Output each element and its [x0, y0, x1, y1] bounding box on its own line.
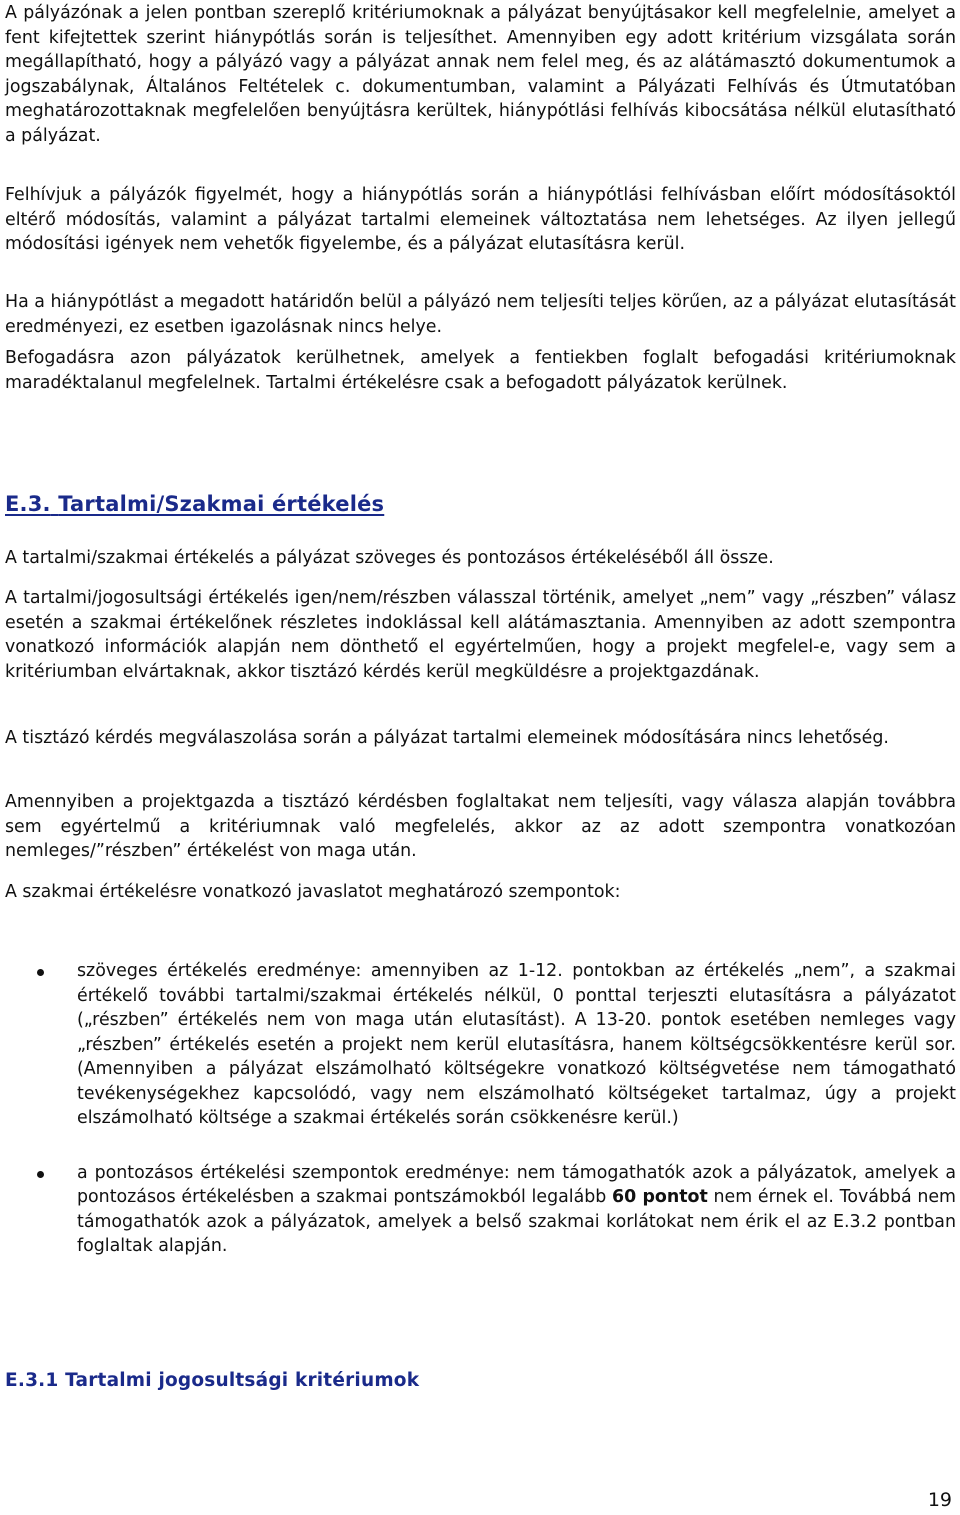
minimum-score: 60 pontot	[612, 1187, 708, 1207]
paragraph-eligibility-evaluation: A tartalmi/jogosultsági értékelés igen/nem/részben válasszal történik, amelyet „nem” vagy „részben” válasz esetén a szakmai értékelőnek részletes indoklással kell alátámasztania. Amennyiben az adott szempontra vonatkozó információk alapján nem dönthető el egyértelműen, hogy a projekt megfelel-e, vagy sem a kritériumban elvártaknak, akkor tisztázó kérdés kerül megküldésre a projektgazdának.	[5, 588, 956, 682]
paragraph-missing-documents-notice: Felhívjuk a pályázók figyelmét, hogy a hiánypótlás során a hiánypótlási felhívásban előírt módosításoktól eltérő módosítás, valamint a pályázat tartalmi elemeinek változtatása nem lehetséges. Az ilyen jellegű módosítási igények nem vehetők figyelembe, és a pályázat elutasításra kerül.	[5, 185, 956, 254]
subsection-heading: E.3.1 Tartalmi jogosultsági kritériumok	[5, 1370, 420, 1391]
bullet-text-score-evaluation	[77, 1161, 956, 1259]
paragraph-evaluation-overview: A tartalmi/szakmai értékelés a pályázat szöveges és pontozásos értékeléséből áll össze.	[5, 548, 774, 568]
list-item	[5, 959, 956, 1131]
bullet-text-text-evaluation: szöveges értékelés eredménye: amennyiben az 1-12. pontokban az értékelés „nem”, a szakmai értékelő további tartalmi/szakmai értékelés nélkül, 0 ponttal terjeszti elutasításra a pályázatot („részben” értékelés nem von maga után elutasítást). A 13-20. pontok esetében nemleges vagy „részben” értékelés esetén a projekt nem kerül elutasításra, hanem költségcsökkentésre kerül sor. (Amennyiben a pályázat elszámolható költségekre vonatkozó költségvetése nem támogatható tevékenységekhez kapcsolódó, vagy nem elszámolható költségeket tartalmaz, úgy a projekt elszámolható költsége a szakmai értékelés során csökkenésre kerül.)	[77, 961, 956, 1128]
bullet-icon	[37, 1171, 44, 1178]
page-number: 19	[927, 1489, 952, 1511]
section-heading	[5, 492, 384, 516]
paragraph-acceptance: Befogadásra azon pályázatok kerülhetnek, amelyek a fentiekben foglalt befogadási kritériumoknak maradéktalanul megfelelnek. Tartalmi értékelésre csak a befogadott pályázatok kerülnek.	[5, 348, 956, 393]
section-title: Tartalmi/Szakmai értékelés	[58, 492, 385, 516]
paragraph-intro: A pályázónak a jelen pontban szereplő kritériumoknak a pályázat benyújtásakor kell megfelelnie, amelyet a fent kifejtettek szerint hiánypótlás során is teljesíthet. Amennyiben egy adott kritérium vizsgálata során megállapítható, hogy a pályázó vagy a pályázat annak nem felel meg, és az alátámasztó dokumentumok a jogszabálynak, Általános Feltételek c. dokumentumban, valamint a Pályázati Felhívás és Útmutatóban meghatározottaknak megfelelően benyújtásra kerültek, hiánypótlási felhívás kibocsátása nélkül elutasítható a pályázat.	[5, 3, 956, 146]
section-number: E.3.	[5, 492, 51, 516]
criteria-list	[5, 959, 956, 1259]
list-item	[5, 1161, 956, 1259]
bullet-text-part: nem érnek el. Továbbá nem támogathatók azok a pályázatok, amelyek a belső szakmai korlátokat nem érik el az E.3.2 pontban foglaltak alapján.	[77, 1187, 956, 1256]
paragraph-clarifying-question: A tisztázó kérdés megválaszolása során a pályázat tartalmi elemeinek módosítására nincs lehetőség.	[5, 728, 889, 748]
bullet-icon	[37, 969, 44, 976]
paragraph-unanswered-question: Amennyiben a projektgazda a tisztázó kérdésben foglaltakat nem teljesíti, vagy válasza alapján továbbra sem egyértelmű a kritériumnak való megfelelés, akkor az az adott szempontra vonatkozóan nemleges/”részben” értékelést von maga után.	[5, 792, 956, 861]
paragraph-criteria-intro: A szakmai értékelésre vonatkozó javaslatot meghatározó szempontok:	[5, 882, 621, 902]
bullet-text-part: a pontozásos értékelési szempontok eredménye: nem támogathatók azok a pályázatok, amelyek a pontozásos értékelésben a szakmai pontszámokból legalább	[77, 1162, 956, 1207]
paragraph-deadline: Ha a hiánypótlást a megadott határidőn belül a pályázó nem teljesíti teljes körűen, az a pályázat elutasítását eredményezi, ez esetben igazolásnak nincs helye.	[5, 292, 956, 337]
